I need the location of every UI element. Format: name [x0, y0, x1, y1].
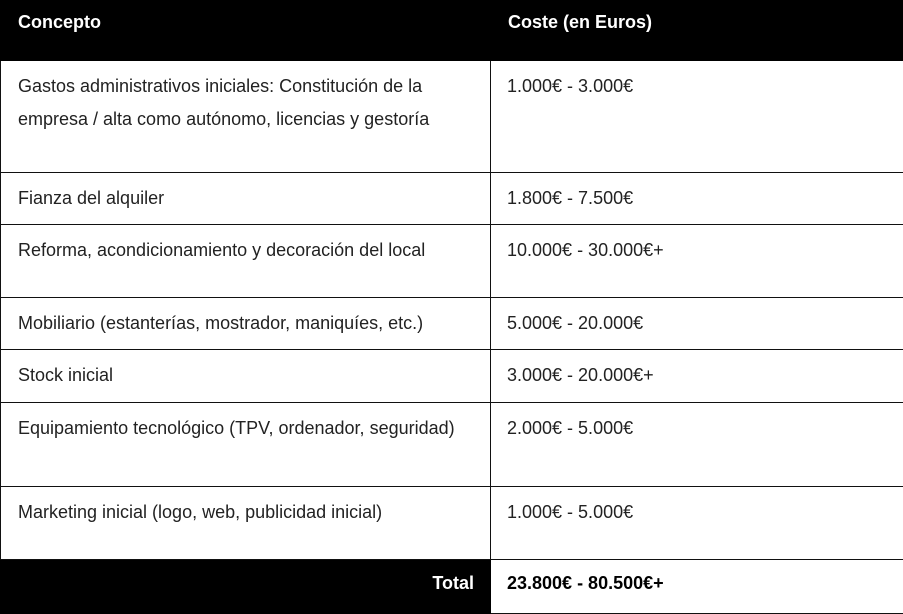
- cost-cell: 1.000€ - 5.000€: [491, 487, 903, 560]
- table-body: [1, 61, 903, 560]
- total-value: 23.800€ - 80.500€+: [491, 560, 903, 614]
- concept-cell: Equipamiento tecnológico (TPV, ordenador, seguridad): [1, 403, 491, 487]
- concept-cell: Reforma, acondicionamiento y decoración del local: [1, 225, 491, 298]
- table-footer: [1, 560, 903, 614]
- cost-cell: 5.000€ - 20.000€: [491, 298, 903, 350]
- table-row: [1, 350, 903, 403]
- cost-cell: 1.800€ - 7.500€: [491, 173, 903, 225]
- table-row: [1, 298, 903, 350]
- concept-cell: Marketing inicial (logo, web, publicidad inicial): [1, 487, 491, 560]
- concept-cell: Stock inicial: [1, 350, 491, 403]
- table-row: [1, 225, 903, 298]
- header-cost: Coste (en Euros): [491, 1, 903, 61]
- cost-cell: 1.000€ - 3.000€: [491, 61, 903, 173]
- concept-cell: Gastos administrativos iniciales: Constitución de la empresa / alta como autónomo, licencias y gestoría: [1, 61, 491, 173]
- table-row: [1, 487, 903, 560]
- cost-cell: 2.000€ - 5.000€: [491, 403, 903, 487]
- header-row: [1, 1, 903, 61]
- cost-cell: 3.000€ - 20.000€+: [491, 350, 903, 403]
- header-concept: Concepto: [1, 1, 491, 61]
- concept-cell: Mobiliario (estanterías, mostrador, maniquíes, etc.): [1, 298, 491, 350]
- table-row: [1, 403, 903, 487]
- total-label: Total: [1, 560, 491, 614]
- concept-cell: Fianza del alquiler: [1, 173, 491, 225]
- total-row: [1, 560, 903, 614]
- table-row: [1, 61, 903, 173]
- table-row: [1, 173, 903, 225]
- table-header: [1, 1, 903, 61]
- cost-cell: 10.000€ - 30.000€+: [491, 225, 903, 298]
